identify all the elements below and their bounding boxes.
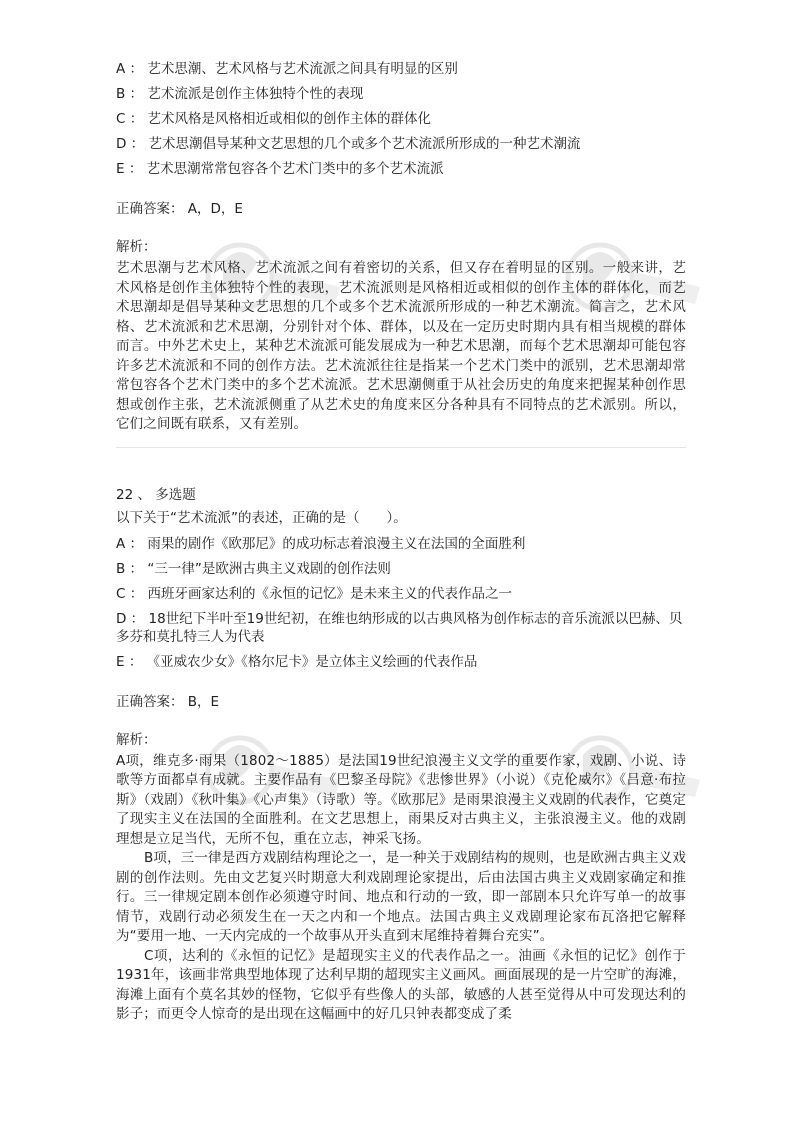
q21-option-c: C ： 艺术风格是风格相近或相似的创作主体的群体化 [116, 111, 432, 127]
q21-option-e: E ： 艺术思潮常常包容各个艺术门类中的多个艺术流派 [116, 161, 444, 177]
q22-option-b: B ： “三一律”是欧洲古典主义戏剧的创作法则 [116, 560, 391, 577]
question-21 [116, 60, 686, 435]
q21-analysis-label: 解析： [116, 239, 157, 255]
q22-option-d: D ： 18世纪下半叶至19世纪初，在维也纳形成的以古典风格为创作标志的音乐流派以巴赫、贝多芬和莫扎特三人为代表 [116, 610, 683, 645]
document-page [116, 60, 686, 1025]
q22-analysis-a: A项，维克多·雨果（1802～1885）是法国19世纪浪漫主义文学的重要作家，戏剧、小说、诗歌等方面都卓有成就。主要作品有《巴黎圣母院》《悲惨世界》（小说）《克伦威尔》《吕意·布拉斯》（戏剧）《秋叶集》《心声集》（诗歌）等。《欧那尼》是雨果浪漫主义戏剧的代表作，它奠定了现实主义在法国的全面胜利。在文艺思想上，雨果反对古典主义，主张浪漫主义。他的戏剧理想是立足当代，无所不包，重在立志，神采飞扬。 [116, 752, 686, 847]
q22-header: 22 、 多选题 [116, 486, 196, 503]
q22-stem: 以下关于“艺术流派”的表述，正确的是（ ）。 [116, 509, 407, 526]
question-divider [116, 447, 686, 448]
q22-analysis-b: B项，三一律是西方戏剧结构理论之一，是一种关于戏剧结构的规则，也是欧洲古典主义戏剧的创作法则。先由文艺复兴时期意大利戏剧理论家提出，后由法国古典主义戏剧家确定和推行。三一律规定剧本创作必须遵守时间、地点和行动的一致，即一部剧本只允许写单一的故事情节，戏剧行动必须发生在一天之内和一个地点。法国古典主义戏剧理论家布瓦洛把它解释为“要用一地、一天内完成的一个故事从开头直到末尾维持着舞台充实”。 [116, 850, 686, 944]
q21-option-d: D ： 艺术思潮倡导某种文艺思想的几个或多个艺术流派所形成的一种艺术潮流 [116, 136, 581, 152]
question-22 [116, 486, 686, 1025]
q22-analysis-label: 解析： [116, 731, 157, 748]
q22-option-c: C ： 西班牙画家达利的《永恒的记忆》是未来主义的代表作品之一 [116, 585, 513, 602]
q21-option-b: B ： 艺术流派是创作主体独特个性的表现 [116, 86, 364, 102]
q22-option-a: A ： 雨果的剧作《欧那尼》的成功标志着浪漫主义在法国的全面胜利 [116, 535, 526, 552]
q22-analysis-c: C项，达利的《永恒的记忆》是超现实主义的代表作品之一。油画《永恒的记忆》创作于1931年，该画非常典型地体现了达利早期的超现实主义画风。画面展现的是一片空旷的海滩，海滩上面有个莫名其妙的怪物，它似乎有些像人的头部，敏感的人甚至觉得从中可发现达利的影子；而更令人惊奇的是出现在这幅画中的好几只钟表都变成了柔 [116, 947, 686, 1022]
q21-correct-answer: 正确答案： A，D，E [116, 201, 243, 217]
q21-option-a: A ： 艺术思潮、艺术风格与艺术流派之间具有明显的区别 [116, 61, 458, 77]
q22-correct-answer: 正确答案： B，E [116, 693, 220, 710]
q21-analysis-text: 艺术思潮与艺术风格、艺术流派之间有着密切的关系，但又存在着明显的区别。一般来讲，艺术风格是创作主体独特个性的表现，艺术流派则是风格相近或相似的创作主体的群体化，而艺术思潮却是倡导某种文艺思想的几个或多个艺术流派所形成的一种艺术潮流。简言之，艺术风格、艺术流派和艺术思潮，分别针对个体、群体，以及在一定历史时期内具有相当规模的群体而言。中外艺术史上，某种艺术流派可能发展成为一种艺术思潮，而每个艺术思潮却可能包容许多艺术流派和不同的创作方法。艺术流派往往是指某一个艺术门类中的派别，艺术思潮却常常包容各个艺术门类中的多个艺术流派。艺术思潮侧重于从社会历史的角度来把握某种创作思想或创作主张，艺术流派侧重了从艺术史的角度来区分各种具有不同特点的艺术派别。所以，它们之间既有联系，又有差别。 [116, 260, 686, 432]
q22-option-e: E ： 《亚威农少女》《格尔尼卡》是立体主义绘画的代表作品 [116, 653, 478, 670]
